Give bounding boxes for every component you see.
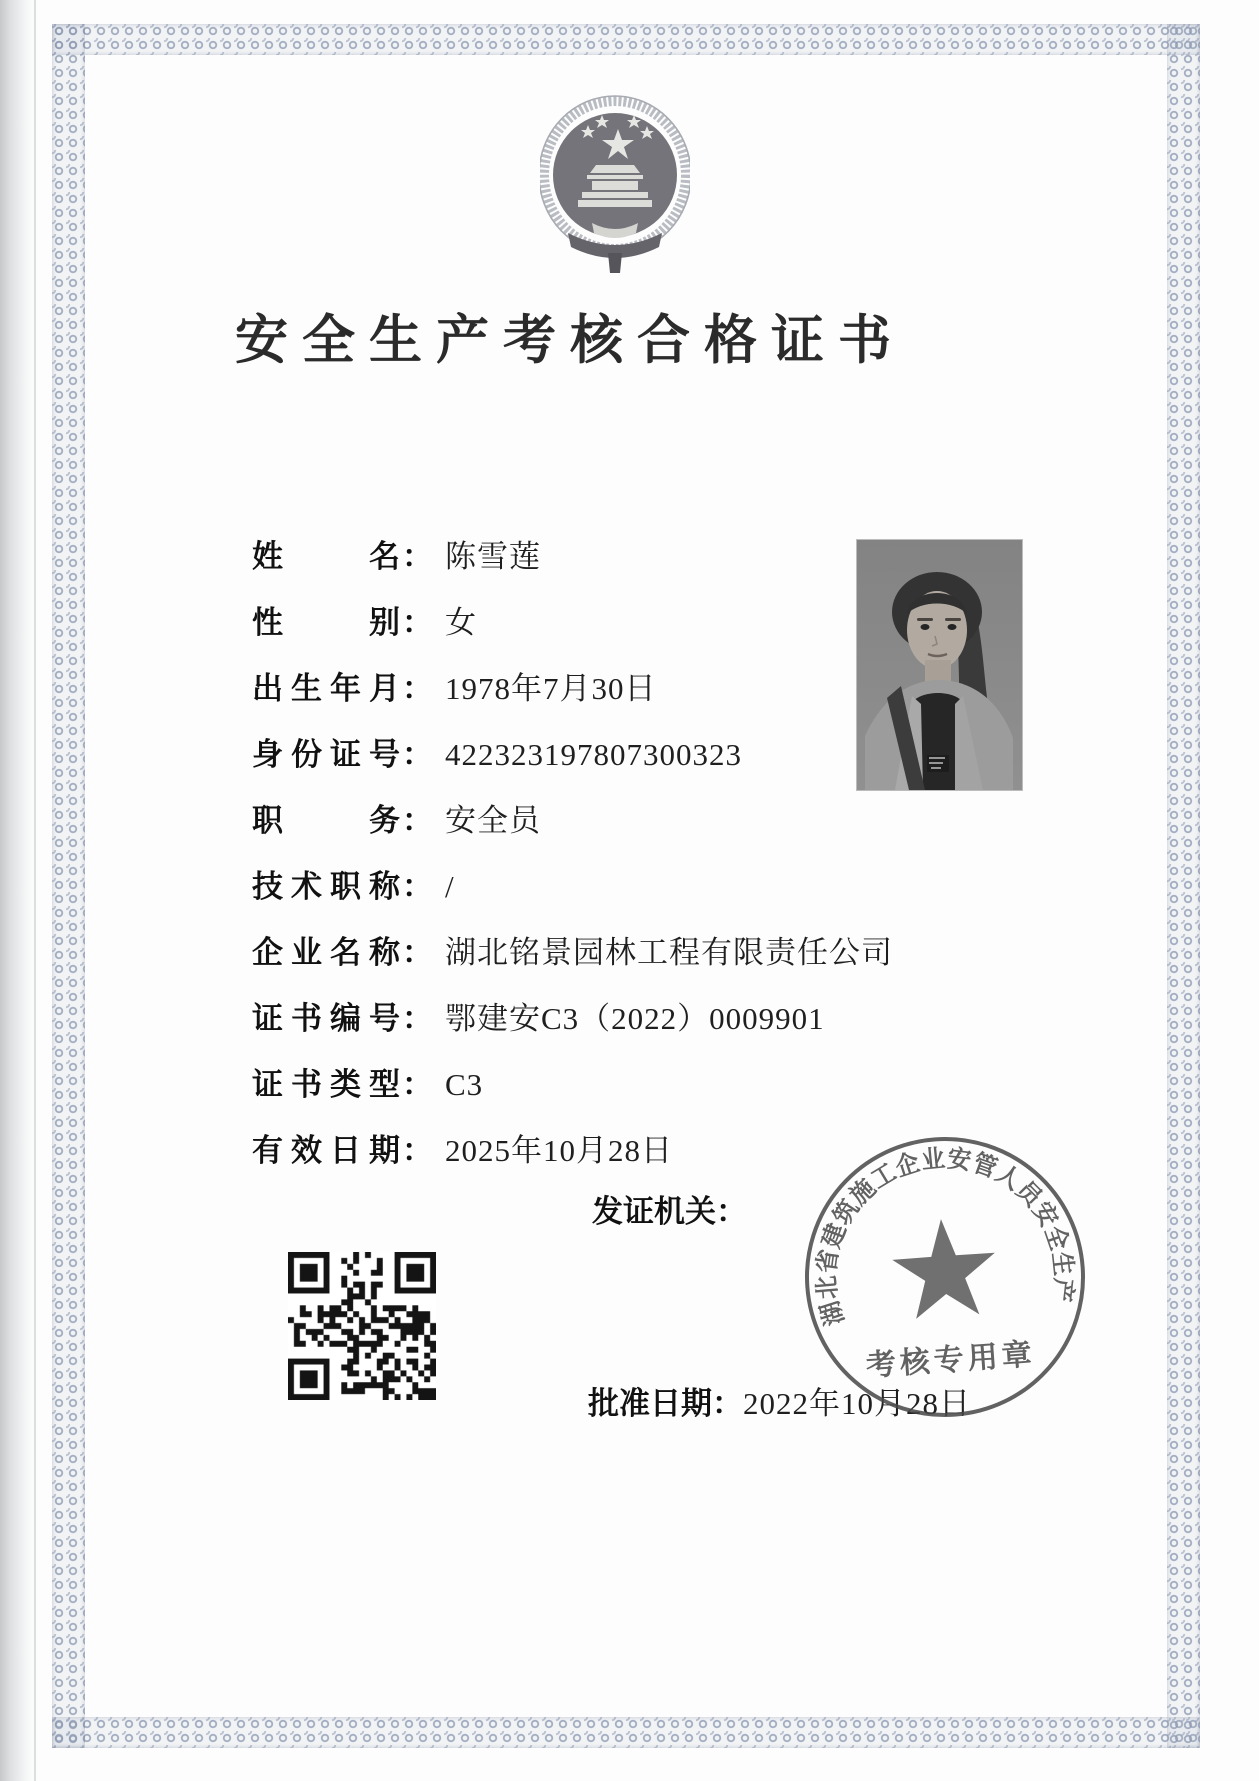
field-value: 2025年10月28日 bbox=[445, 1133, 673, 1168]
border-right bbox=[1167, 24, 1200, 1748]
field-label-text: 姓名 bbox=[252, 539, 400, 574]
field-label bbox=[252, 672, 433, 706]
field-label bbox=[252, 1068, 433, 1102]
field-label-colon: ： bbox=[402, 539, 433, 574]
field-row bbox=[252, 804, 952, 838]
field-label-text: 技术职称 bbox=[252, 869, 400, 904]
field-label bbox=[252, 1002, 433, 1036]
field-label bbox=[252, 804, 433, 838]
certificate-title: 安全生产考核合格证书 bbox=[235, 312, 905, 370]
official-seal bbox=[785, 1117, 1105, 1437]
field-value: C3 bbox=[445, 1067, 484, 1102]
qr-code bbox=[288, 1252, 436, 1400]
issuer-label: 发证机关： bbox=[592, 1194, 747, 1229]
field-row bbox=[252, 870, 952, 904]
field-value: / bbox=[445, 869, 455, 904]
field-label-text: 职务 bbox=[252, 803, 400, 838]
field-label-text: 证书类型 bbox=[252, 1067, 400, 1102]
id-photo bbox=[857, 540, 1022, 790]
seal-arc-text: 湖北省建筑施工企业安管人员安全生产 bbox=[812, 1144, 1078, 1329]
field-label-colon: ： bbox=[402, 935, 433, 970]
approval-label: 批准日期： bbox=[588, 1386, 743, 1421]
field-label-text: 性别 bbox=[252, 605, 400, 640]
border-bottom bbox=[52, 1717, 1200, 1748]
field-label bbox=[252, 540, 433, 574]
field-value: 湖北铭景园林工程有限责任公司 bbox=[445, 935, 893, 970]
approval-date: 2022年10月28日 bbox=[743, 1386, 971, 1421]
seal-bottom-text: 考核专用章 bbox=[864, 1337, 1037, 1383]
field-label-colon: ： bbox=[402, 869, 433, 904]
field-label-colon: ： bbox=[402, 671, 433, 706]
seal-star-icon bbox=[890, 1216, 999, 1321]
field-row bbox=[252, 672, 952, 706]
field-label-colon: ： bbox=[402, 737, 433, 772]
field-value: 422323197807300323 bbox=[445, 737, 742, 772]
field-label bbox=[252, 1134, 433, 1168]
field-row bbox=[252, 738, 952, 772]
field-label-colon: ： bbox=[402, 803, 433, 838]
field-label-text: 身份证号 bbox=[252, 737, 400, 772]
field-label bbox=[252, 738, 433, 772]
field-label-text: 有效日期 bbox=[252, 1133, 400, 1168]
field-label bbox=[252, 606, 433, 640]
field-label-colon: ： bbox=[402, 605, 433, 640]
field-value: 1978年7月30日 bbox=[445, 671, 657, 706]
field-row bbox=[252, 1002, 952, 1036]
scanned-paper-edge bbox=[0, 0, 34, 1781]
field-value: 陈雪莲 bbox=[445, 539, 541, 574]
field-label-text: 企业名称 bbox=[252, 935, 400, 970]
field-label-colon: ： bbox=[402, 1067, 433, 1102]
field-label-text: 证书编号 bbox=[252, 1001, 400, 1036]
field-label bbox=[252, 936, 433, 970]
field-row bbox=[252, 540, 952, 574]
field-value: 女 bbox=[445, 605, 477, 640]
field-label-text: 出生年月 bbox=[252, 671, 400, 706]
field-value: 安全员 bbox=[445, 803, 541, 838]
border-left bbox=[52, 24, 85, 1748]
field-label bbox=[252, 870, 433, 904]
field-label-colon: ： bbox=[402, 1001, 433, 1036]
scanned-paper-edge-line bbox=[34, 0, 36, 1781]
field-label-colon: ： bbox=[402, 1133, 433, 1168]
field-row bbox=[252, 1068, 952, 1102]
border-top bbox=[52, 24, 1200, 55]
china-national-emblem-icon bbox=[540, 95, 690, 273]
field-value: 鄂建安C3（2022）0009901 bbox=[445, 1001, 825, 1036]
field-row bbox=[252, 606, 952, 640]
field-row bbox=[252, 936, 952, 970]
certificate-fields bbox=[252, 540, 952, 1200]
